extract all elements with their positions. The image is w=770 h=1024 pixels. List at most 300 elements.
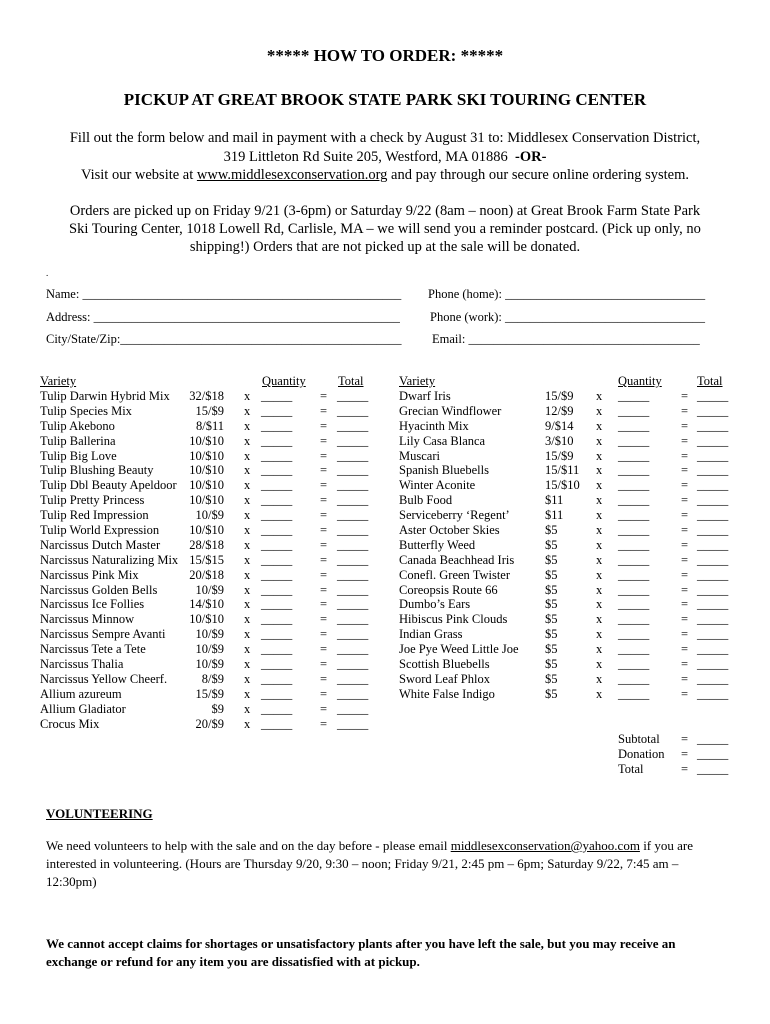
price: 20/$18 <box>189 567 224 582</box>
price: 10/$9 <box>195 582 224 597</box>
times-sign: x <box>596 493 603 508</box>
total-blank[interactable]: _____ <box>697 657 729 672</box>
variety-name: Coreopsis Route 66 <box>399 582 498 597</box>
times-sign: x <box>596 478 603 493</box>
price: 10/$10 <box>189 478 224 493</box>
variety-name: Narcissus Pink Mix <box>40 567 139 582</box>
price: $5 <box>545 612 558 627</box>
quantity-blank[interactable]: _____ <box>261 463 293 478</box>
order-row <box>40 672 380 687</box>
times-sign: x <box>596 433 603 448</box>
total-blank[interactable]: _____ <box>697 418 729 433</box>
quantity-blank[interactable]: _____ <box>618 597 650 612</box>
quantity-blank[interactable]: _____ <box>618 567 650 582</box>
intro-address: 319 Littleton Rd Suite 205, Westford, MA 01886 <box>223 149 508 165</box>
variety-name: Narcissus Tete a Tete <box>40 642 146 657</box>
total-blank[interactable]: _____ <box>697 463 729 478</box>
summary-row <box>618 762 738 777</box>
quantity-blank[interactable]: _____ <box>618 686 650 701</box>
quantity-blank[interactable]: _____ <box>261 597 293 612</box>
variety-name: Crocus Mix <box>40 716 100 731</box>
total-blank[interactable]: _____ <box>697 671 729 686</box>
price: 10/$10 <box>189 433 224 448</box>
pickup-line-2: Ski Touring Center, 1018 Lowell Rd, Carlisle, MA – we will send you a reminder postcard. (Pick up only, no <box>69 221 701 237</box>
price: $5 <box>545 671 558 686</box>
variety-name: Narcissus Yellow Cheerf. <box>40 671 168 686</box>
total-blank[interactable]: _____ <box>337 716 369 731</box>
times-sign: x <box>244 463 251 478</box>
quantity-blank[interactable]: _____ <box>261 582 293 597</box>
price: 9/$14 <box>545 418 574 433</box>
price: $5 <box>545 686 558 701</box>
city-state-zip-field[interactable]: City/State/Zip:_____________________________________________ <box>46 332 402 346</box>
quantity-blank[interactable]: _____ <box>618 493 650 508</box>
quantity-blank[interactable]: _____ <box>618 508 650 523</box>
price: 15/$15 <box>189 552 224 567</box>
quantity-blank[interactable]: _____ <box>261 523 293 538</box>
equals-sign: = <box>320 433 328 448</box>
total-blank[interactable]: _____ <box>337 508 369 523</box>
equals-sign: = <box>681 523 689 538</box>
price: 10/$10 <box>189 493 224 508</box>
equals-sign: = <box>681 493 689 508</box>
equals-sign: = <box>681 537 689 552</box>
times-sign: x <box>596 657 603 672</box>
volunteering-heading: VOLUNTEERING <box>46 806 153 821</box>
total-blank[interactable]: _____ <box>337 448 369 463</box>
quantity-blank[interactable]: _____ <box>261 433 293 448</box>
variety-name: Tulip Species Mix <box>40 403 132 418</box>
equals-sign: = <box>681 686 689 701</box>
quantity-blank[interactable]: _____ <box>618 523 650 538</box>
equals-sign: = <box>681 671 689 686</box>
disclaimer: We cannot accept claims for shortages or unsatisfactory plants after you have left the sale, but you may receive an exchange or refund for any item you are dissatisfied with at pickup. <box>46 936 676 969</box>
quantity-blank[interactable]: _____ <box>261 642 293 657</box>
order-row <box>40 493 380 508</box>
total-blank[interactable]: _____ <box>337 597 369 612</box>
price: 15/$9 <box>195 686 224 701</box>
price: $5 <box>545 642 558 657</box>
quantity-blank[interactable]: _____ <box>618 642 650 657</box>
total-blank[interactable]: _____ <box>697 597 729 612</box>
times-sign: x <box>244 508 251 523</box>
quantity-blank[interactable]: _____ <box>261 389 293 403</box>
price: $5 <box>545 537 558 552</box>
quantity-blank[interactable]: _____ <box>261 701 293 716</box>
total-blank[interactable]: _____ <box>337 567 369 582</box>
equals-sign: = <box>681 567 689 582</box>
total-blank[interactable]: _____ <box>697 627 729 642</box>
total-blank[interactable]: _____ <box>337 701 369 716</box>
times-sign: x <box>244 701 251 716</box>
quantity-blank[interactable]: _____ <box>261 686 293 701</box>
total-blank[interactable]: _____ <box>337 493 369 508</box>
variety-name: Sword Leaf Phlox <box>399 671 490 686</box>
order-row <box>40 523 380 538</box>
price: 15/$9 <box>195 403 224 418</box>
order-row <box>399 612 739 627</box>
price: 15/$10 <box>545 478 580 493</box>
times-sign: x <box>244 523 251 538</box>
price: 10/$9 <box>195 508 224 523</box>
price: 15/$9 <box>545 389 574 403</box>
times-sign: x <box>244 582 251 597</box>
quantity-blank[interactable]: _____ <box>261 537 293 552</box>
quantity-blank[interactable]: _____ <box>261 671 293 686</box>
total-blank[interactable]: _____ <box>337 686 369 701</box>
equals-sign: = <box>681 746 689 761</box>
price: $11 <box>545 493 564 508</box>
summary-row <box>618 747 738 762</box>
equals-sign: = <box>320 463 328 478</box>
equals-sign: = <box>681 478 689 493</box>
times-sign: x <box>596 523 603 538</box>
times-sign: x <box>596 686 603 701</box>
equals-sign: = <box>681 761 689 776</box>
equals-sign: = <box>320 418 328 433</box>
total-blank[interactable]: _____ <box>697 642 729 657</box>
price: $5 <box>545 582 558 597</box>
total-blank[interactable]: _____ <box>697 493 729 508</box>
times-sign: x <box>244 493 251 508</box>
total-blank[interactable]: _____ <box>697 523 729 538</box>
quantity-blank[interactable]: _____ <box>618 582 650 597</box>
variety-name: Allium Gladiator <box>40 701 126 716</box>
quantity-blank[interactable]: _____ <box>261 552 293 567</box>
variety-name: Dumbo’s Ears <box>399 597 471 612</box>
total-blank[interactable]: _____ <box>697 403 729 418</box>
left-total-header: Total <box>338 374 364 388</box>
variety-name: Tulip World Expression <box>40 523 160 538</box>
pickup-line-1: Orders are picked up on Friday 9/21 (3-6pm) or Saturday 9/22 (8am – noon) at Great Brook Farm State Park <box>69 203 701 219</box>
quantity-blank[interactable]: _____ <box>618 433 650 448</box>
equals-sign: = <box>320 627 328 642</box>
summary-blank[interactable]: _____ <box>697 761 729 776</box>
times-sign: x <box>596 463 603 478</box>
times-sign: x <box>596 448 603 463</box>
variety-name: Tulip Akebono <box>40 418 115 433</box>
intro-website-suffix: and pay through our secure online ordering system. <box>387 167 689 183</box>
variety-name: Hyacinth Mix <box>399 418 469 433</box>
page-title: ***** HOW TO ORDER: ***** <box>266 46 504 65</box>
order-row <box>40 508 380 523</box>
order-row <box>399 687 739 702</box>
variety-name: Narcissus Naturalizing Mix <box>40 552 179 567</box>
order-row <box>399 627 739 642</box>
order-row <box>40 717 380 732</box>
equals-sign: = <box>320 671 328 686</box>
total-blank[interactable]: _____ <box>697 433 729 448</box>
variety-name: Muscari <box>399 448 440 463</box>
phone-home-field[interactable]: Phone (home): ________________________________ <box>428 287 706 301</box>
total-blank[interactable]: _____ <box>697 567 729 582</box>
total-blank[interactable]: _____ <box>697 389 729 403</box>
equals-sign: = <box>320 537 328 552</box>
quantity-blank[interactable]: _____ <box>618 537 650 552</box>
total-blank[interactable]: _____ <box>697 582 729 597</box>
equals-sign: = <box>681 642 689 657</box>
times-sign: x <box>244 627 251 642</box>
price: $5 <box>545 567 558 582</box>
equals-sign: = <box>681 612 689 627</box>
page-subtitle: PICKUP AT GREAT BROOK STATE PARK SKI TOURING CENTER <box>123 90 647 109</box>
quantity-blank[interactable]: _____ <box>618 671 650 686</box>
email-field[interactable]: Email: _____________________________________ <box>432 332 700 346</box>
quantity-blank[interactable]: _____ <box>261 716 293 731</box>
quantity-blank[interactable]: _____ <box>261 627 293 642</box>
intro-line-3 <box>0 167 770 184</box>
total-blank[interactable]: _____ <box>697 508 729 523</box>
order-row <box>399 523 739 538</box>
quantity-blank[interactable]: _____ <box>261 448 293 463</box>
left-quantity-header: Quantity <box>262 374 306 388</box>
equals-sign: = <box>681 597 689 612</box>
order-row <box>40 597 380 612</box>
right-quantity-header: Quantity <box>618 374 662 388</box>
times-sign: x <box>244 657 251 672</box>
equals-sign: = <box>320 508 328 523</box>
price: 20/$9 <box>195 716 224 731</box>
quantity-blank[interactable]: _____ <box>618 612 650 627</box>
phone-work-field[interactable]: Phone (work): ________________________________ <box>430 310 705 324</box>
quantity-blank[interactable]: _____ <box>618 478 650 493</box>
times-sign: x <box>596 418 603 433</box>
quantity-blank[interactable]: _____ <box>261 612 293 627</box>
quantity-blank[interactable]: _____ <box>618 463 650 478</box>
variety-name: Butterfly Weed <box>399 537 476 552</box>
equals-sign: = <box>681 403 689 418</box>
quantity-blank[interactable]: _____ <box>618 552 650 567</box>
times-sign: x <box>244 567 251 582</box>
order-row <box>399 419 739 434</box>
equals-sign: = <box>320 493 328 508</box>
volunteering-text <box>46 837 726 891</box>
times-sign: x <box>244 389 251 403</box>
price: 3/$10 <box>545 433 574 448</box>
variety-name: Grecian Windflower <box>399 403 502 418</box>
total-blank[interactable]: _____ <box>337 418 369 433</box>
times-sign: x <box>596 612 603 627</box>
times-sign: x <box>596 582 603 597</box>
equals-sign: = <box>681 657 689 672</box>
total-blank[interactable]: _____ <box>337 478 369 493</box>
total-blank[interactable]: _____ <box>337 433 369 448</box>
total-blank[interactable]: _____ <box>697 478 729 493</box>
total-blank[interactable]: _____ <box>337 537 369 552</box>
equals-sign: = <box>681 508 689 523</box>
summary-row <box>618 732 738 747</box>
equals-sign: = <box>320 701 328 716</box>
total-blank[interactable]: _____ <box>337 523 369 538</box>
total-blank[interactable]: _____ <box>337 657 369 672</box>
total-blank[interactable]: _____ <box>697 552 729 567</box>
variety-name: Bulb Food <box>399 493 453 508</box>
equals-sign: = <box>320 612 328 627</box>
quantity-blank[interactable]: _____ <box>261 493 293 508</box>
order-row <box>40 404 380 419</box>
times-sign: x <box>244 612 251 627</box>
equals-sign: = <box>320 642 328 657</box>
right-order-list <box>399 389 739 702</box>
price: 10/$10 <box>189 523 224 538</box>
right-variety-header: Variety <box>399 374 436 388</box>
intro-or: -OR- <box>514 149 547 165</box>
total-blank[interactable]: _____ <box>337 671 369 686</box>
times-sign: x <box>244 537 251 552</box>
times-sign: x <box>596 389 603 403</box>
price: 10/$9 <box>195 627 224 642</box>
price: 28/$18 <box>189 537 224 552</box>
order-row <box>399 463 739 478</box>
variety-name: Tulip Pretty Princess <box>40 493 145 508</box>
variety-name: Serviceberry ‘Regent’ <box>399 508 510 523</box>
quantity-blank[interactable]: _____ <box>261 657 293 672</box>
equals-sign: = <box>681 463 689 478</box>
summary-blank[interactable]: _____ <box>697 746 729 761</box>
equals-sign: = <box>681 418 689 433</box>
order-row <box>399 672 739 687</box>
price: $5 <box>545 597 558 612</box>
quantity-blank[interactable]: _____ <box>618 448 650 463</box>
equals-sign: = <box>681 582 689 597</box>
summary-blank[interactable]: _____ <box>697 732 729 746</box>
total-blank[interactable]: _____ <box>697 448 729 463</box>
order-row <box>40 583 380 598</box>
total-blank[interactable]: _____ <box>337 642 369 657</box>
price: 15/$9 <box>545 448 574 463</box>
variety-name: White False Indigo <box>399 686 495 701</box>
total-blank[interactable]: _____ <box>337 463 369 478</box>
variety-name: Scottish Bluebells <box>399 657 490 672</box>
times-sign: x <box>244 686 251 701</box>
order-row <box>40 702 380 717</box>
quantity-blank[interactable]: _____ <box>618 627 650 642</box>
equals-sign: = <box>320 478 328 493</box>
order-row <box>40 434 380 449</box>
times-sign: x <box>244 671 251 686</box>
order-row <box>40 568 380 583</box>
equals-sign: = <box>681 627 689 642</box>
total-blank[interactable]: _____ <box>337 403 369 418</box>
name-field[interactable]: Name: ___________________________________________________ <box>46 287 402 301</box>
quantity-blank[interactable]: _____ <box>618 403 650 418</box>
quantity-blank[interactable]: _____ <box>261 418 293 433</box>
equals-sign: = <box>681 389 689 403</box>
intro-line-1: Fill out the form below and mail in payment with a check by August 31 to: Middlesex Conservation District, <box>69 130 701 146</box>
order-row <box>399 642 739 657</box>
order-row <box>399 583 739 598</box>
order-row <box>399 553 739 568</box>
variety-name: Narcissus Golden Bells <box>40 582 158 597</box>
price: 10/$10 <box>189 612 224 627</box>
right-total-header: Total <box>697 374 723 388</box>
times-sign: x <box>596 627 603 642</box>
price: $5 <box>545 523 558 538</box>
order-row <box>40 478 380 493</box>
volunteer-email-link[interactable]: middlesexconservation@yahoo.com <box>450 838 640 853</box>
order-row <box>399 597 739 612</box>
quantity-blank[interactable]: _____ <box>618 657 650 672</box>
order-row <box>399 449 739 464</box>
times-sign: x <box>596 597 603 612</box>
form-dot: . <box>46 268 49 278</box>
variety-name: Allium azureum <box>40 686 122 701</box>
order-row <box>399 538 739 553</box>
order-row <box>40 449 380 464</box>
summary-label: Subtotal <box>618 732 660 746</box>
order-row <box>40 642 380 657</box>
equals-sign: = <box>320 567 328 582</box>
variety-name: Tulip Dbl Beauty Apeldoor <box>40 478 177 493</box>
equals-sign: = <box>681 552 689 567</box>
times-sign: x <box>244 478 251 493</box>
total-blank[interactable]: _____ <box>697 686 729 701</box>
variety-name: Tulip Darwin Hybrid Mix <box>40 389 170 403</box>
quantity-blank[interactable]: _____ <box>261 508 293 523</box>
price: 10/$10 <box>189 463 224 478</box>
order-row <box>399 389 739 404</box>
quantity-blank[interactable]: _____ <box>261 403 293 418</box>
equals-sign: = <box>681 448 689 463</box>
order-row <box>40 463 380 478</box>
variety-name: Narcissus Ice Follies <box>40 597 145 612</box>
quantity-blank[interactable]: _____ <box>261 478 293 493</box>
price: 8/$11 <box>195 418 224 433</box>
total-blank[interactable]: _____ <box>337 552 369 567</box>
equals-sign: = <box>320 389 328 403</box>
order-row <box>399 493 739 508</box>
price: 10/$9 <box>195 642 224 657</box>
times-sign: x <box>244 642 251 657</box>
price: 10/$9 <box>195 657 224 672</box>
website-link[interactable]: www.middlesexconservation.org <box>196 167 388 183</box>
order-row <box>40 538 380 553</box>
quantity-blank[interactable]: _____ <box>618 418 650 433</box>
address-field[interactable]: Address: _________________________________________________ <box>46 310 400 324</box>
total-blank[interactable]: _____ <box>337 627 369 642</box>
total-blank[interactable]: _____ <box>337 389 369 403</box>
intro-website-prefix: Visit our website at <box>80 167 197 183</box>
order-row <box>399 404 739 419</box>
quantity-blank[interactable]: _____ <box>261 567 293 582</box>
variety-name: Narcissus Sempre Avanti <box>40 627 166 642</box>
times-sign: x <box>244 448 251 463</box>
equals-sign: = <box>320 597 328 612</box>
equals-sign: = <box>320 552 328 567</box>
variety-name: Narcissus Thalia <box>40 657 124 672</box>
equals-sign: = <box>681 732 689 746</box>
summary-label: Donation <box>618 746 665 761</box>
order-row <box>399 434 739 449</box>
variety-name: Tulip Red Impression <box>40 508 149 523</box>
variety-name: Tulip Big Love <box>40 448 117 463</box>
total-blank[interactable]: _____ <box>697 537 729 552</box>
variety-name: Tulip Ballerina <box>40 433 116 448</box>
times-sign: x <box>596 508 603 523</box>
intro-line-2 <box>0 149 770 166</box>
total-blank[interactable]: _____ <box>337 612 369 627</box>
order-summary <box>618 732 738 777</box>
equals-sign: = <box>320 523 328 538</box>
price: 32/$18 <box>189 389 224 403</box>
total-blank[interactable]: _____ <box>697 612 729 627</box>
price: $5 <box>545 657 558 672</box>
equals-sign: = <box>320 448 328 463</box>
quantity-blank[interactable]: _____ <box>618 389 650 403</box>
total-blank[interactable]: _____ <box>337 582 369 597</box>
variety-name: Narcissus Minnow <box>40 612 135 627</box>
order-row <box>40 389 380 404</box>
